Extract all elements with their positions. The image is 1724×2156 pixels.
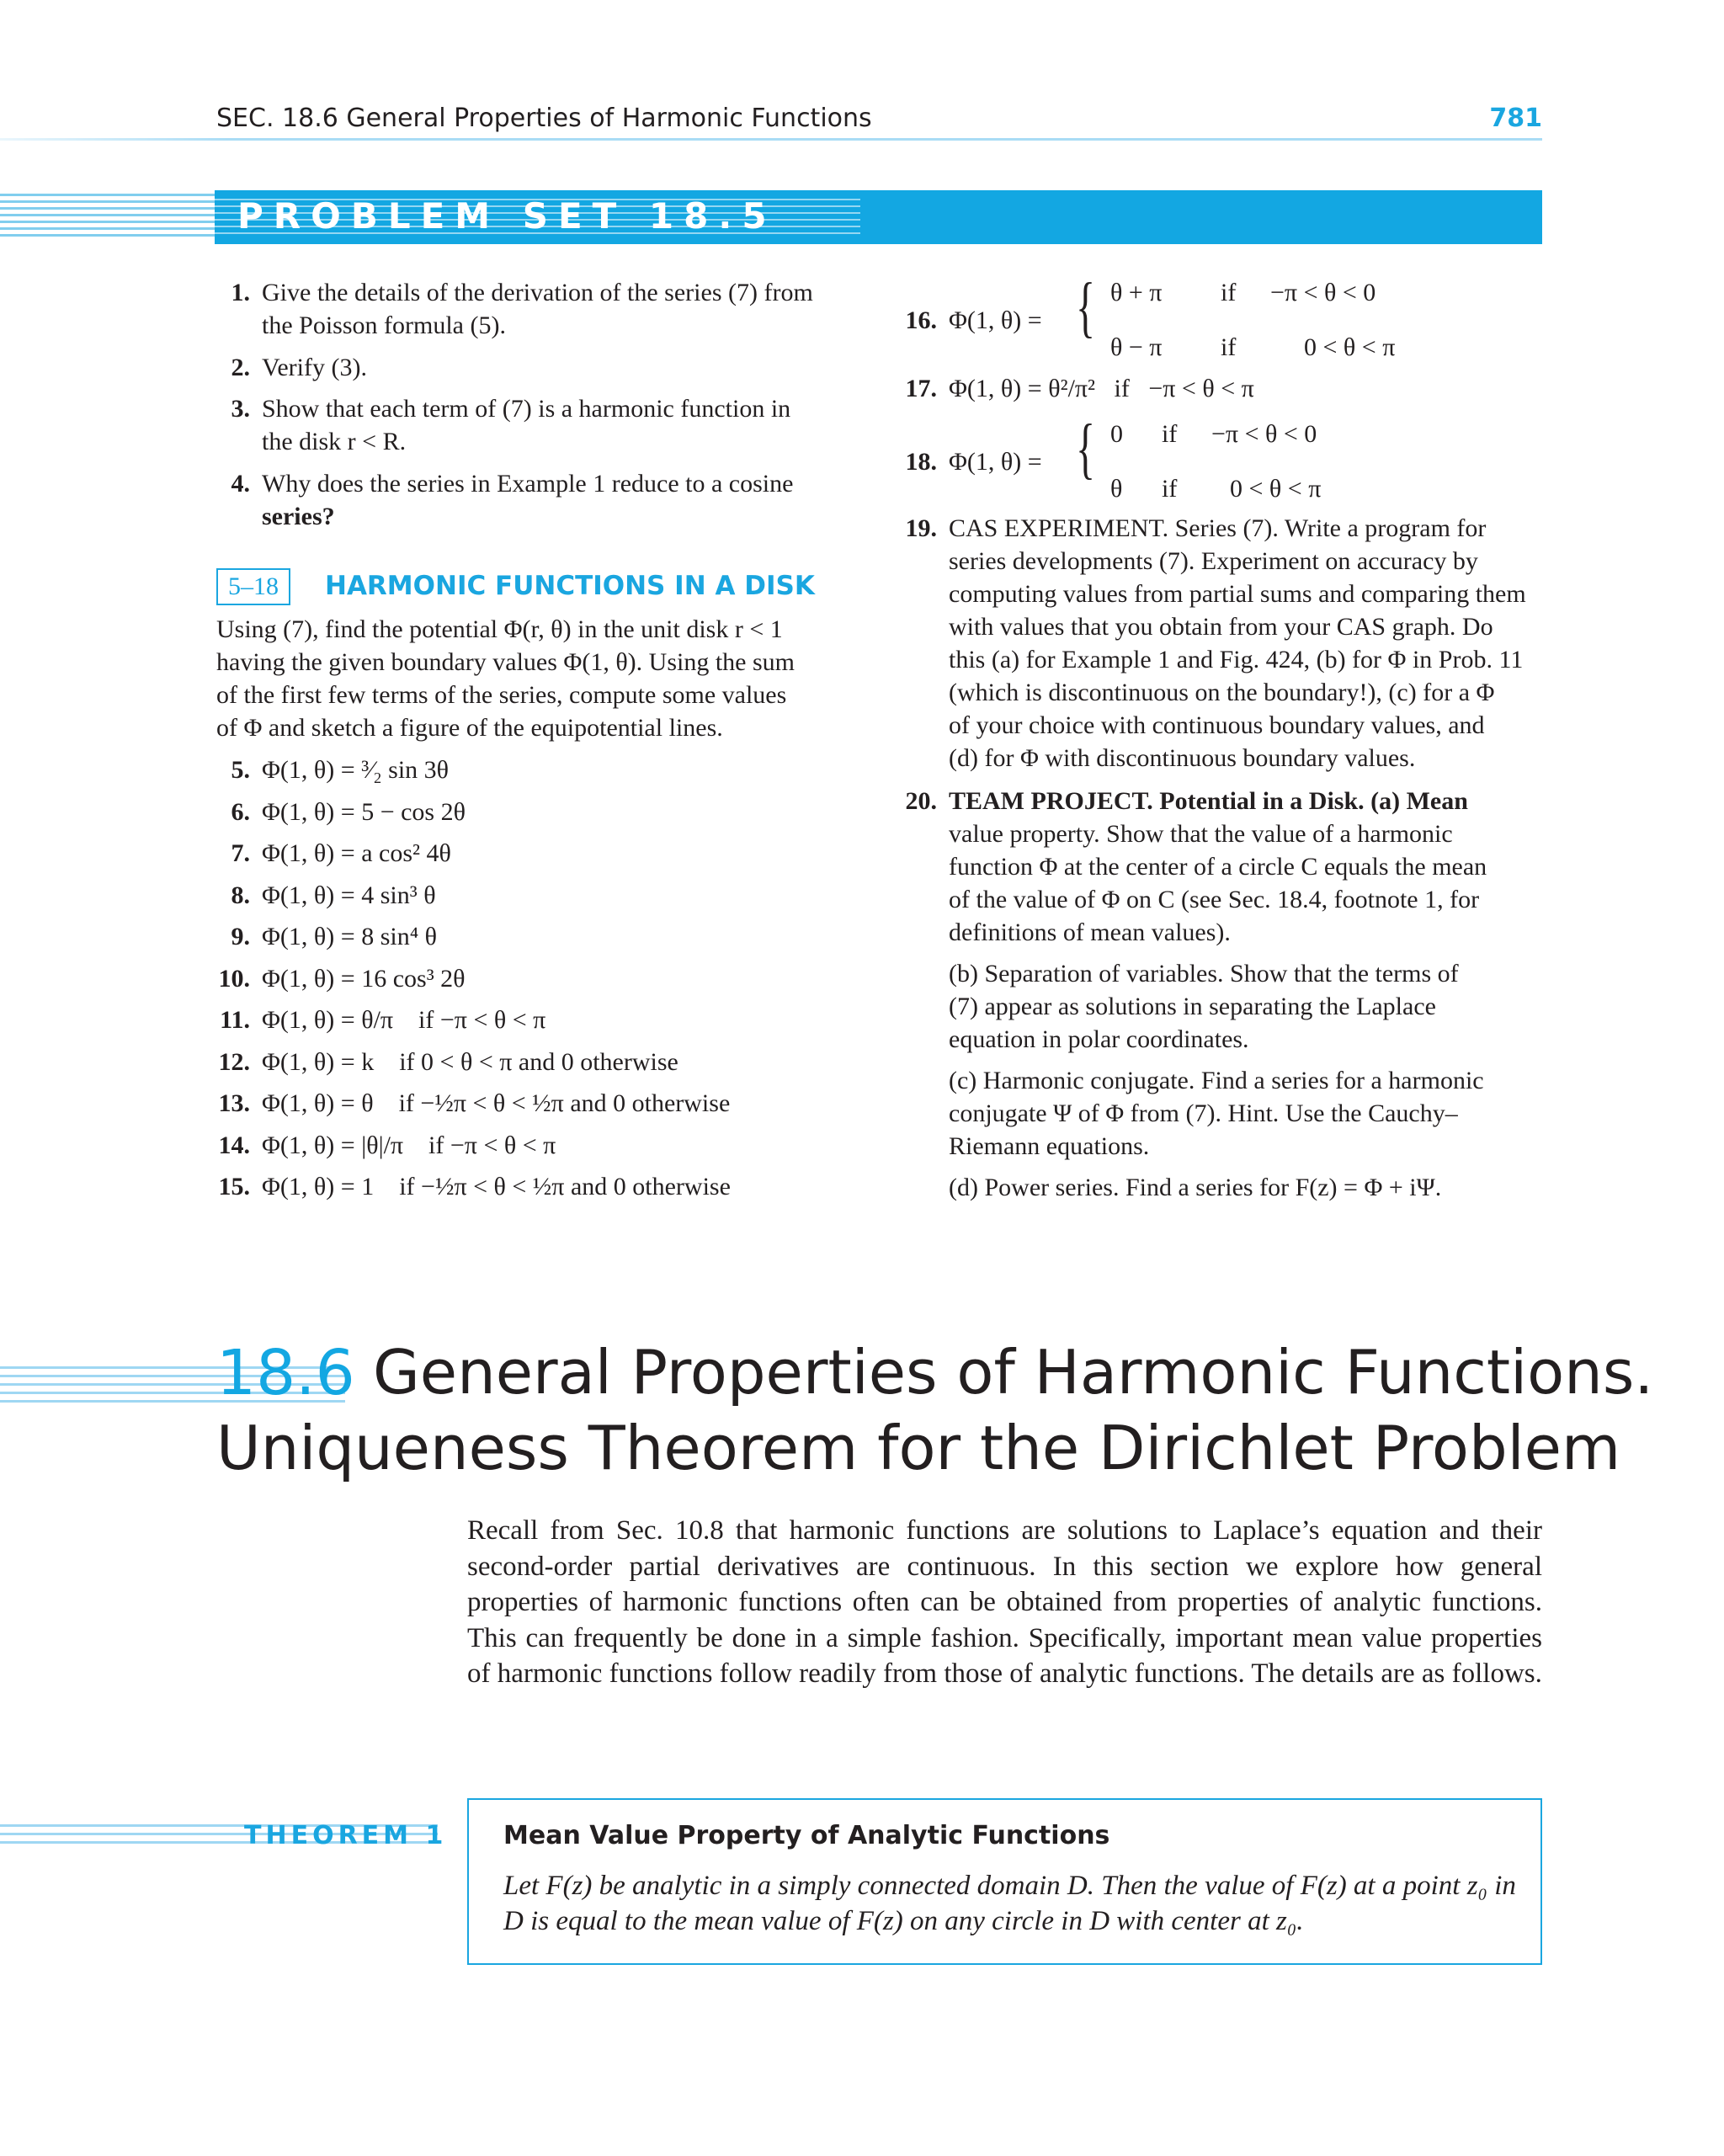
section-number: 18.6 (216, 1337, 355, 1409)
problem-group-range: 5–18 (216, 568, 290, 605)
problem-group-title: HARMONIC FUNCTIONS IN A DISK (325, 571, 815, 601)
page-number: 781 (1489, 104, 1542, 133)
problem-18: 18. Φ(1, θ) = { 0 if −π < θ < 0 θ if 0 < θ < π (905, 412, 1322, 503)
theorem-title: Mean Value Property of Analytic Functions (503, 1821, 1110, 1850)
running-header-section: SEC. 18.6 General Properties of Harmonic Functions (216, 104, 872, 133)
problem-set-title: PROBLEM SET 18.5 (237, 195, 777, 237)
problems-1-4: 1. Give the details of the derivation of the series (7) from the Poisson formula (5). 2. Verify (3). 3. Show that each term of (7) is a harmonic function in the disk r < R. 4. Why does the series in Example 1 reduce to a cosine series? (231, 279, 813, 530)
section-title-line-2: Uniqueness Theorem for the Dirichlet Problem (216, 1413, 1621, 1483)
running-header (216, 104, 1542, 137)
problem-group-intro: Using (7), find the potential Φ(r, θ) in the unit disk r < 1 having the given boundary values Φ(1, θ). Using the sum of the first few terms of the series, compute some values of Φ and sketch a figure of the equipotential lines. (216, 615, 795, 742)
problem-16: 16. Φ(1, θ) = { θ + π if −π < θ < 0 θ − π if 0 < θ < π (905, 270, 1396, 361)
section-title-line-1: General Properties of Harmonic Functions. (373, 1337, 1654, 1408)
problems-5-15: 5. Φ(1, θ) = ³⁄₂ sin 3θ 6. Φ(1, θ) = 5 − cos 2θ 7. Φ(1, θ) = a cos² 4θ 8. Φ(1, θ) = 4 sin³ θ 9. Φ(1, θ) = 8 sin⁴ θ 10. Φ(1, θ) = 16 cos³ 2θ 11. Φ(1, θ) = θ/π if −π < θ < π 12. Φ(1, θ) = k if 0 < θ < π and 0 otherwise 13. Φ(1, θ) = θ if −½π < θ < ½π and 0 otherwise 14. Φ(1, θ) = |θ|/π if −π < θ < π 15. Φ(1, θ) = 1 if −½π < θ < ½π and 0 otherwise (218, 756, 731, 1200)
section-intro-paragraph: Recall from Sec. 10.8 that harmonic functions are solutions to Laplace’s equation and their second-order partial derivatives are continuous. In this section we explore how general properties of harmonic functions often can be obtained from properties of analytic functions. This can frequently be done in a simple fashion. Specifically, important mean value properties of harmonic functions follow readily from those of analytic functions. The details are as follows. (467, 1515, 1542, 1689)
problems-16-20: 16. Φ(1, θ) = { θ + π if −π < θ < 0 θ − π if 0 < θ < π 17. Φ(1, θ) = θ²/π² if −π < θ < π 18. Φ(1, θ) = { 0 if −π < θ < 0 θ if 0 < θ < π 19. CAS EXPERIMENT. Series (7). Write a program for series developments (7). Experiment on accuracy by computing values from partial sums and comparing them with values that you obtain from your CAS graph. Do this (a) for Example 1 and Fig. 424, (b) for Φ in Prob. 11 (which is discontinuous on the boundary!), (c) for a Φ of your choice with continuous boundary values, and (d) for Φ with discontinuous boundary values. 20. TEAM PROJECT. Potential in a Disk. (a) Mean value property. Show that the value of a harmonic function Φ at the center of a circle C equals the mean of the value of Φ on C (see Sec. 18.4, footnote 1, for definitions of mean values). (b) Separation of variables. Show that the terms of (7) appear as solutions in separating the Laplace equation in polar coordinates. (c) Harmonic conjugate. Find a series for a harmonic conjugate Ψ of Φ from (7). Hint. Use the Cauchy– Riemann equations. (d) Power series. Find a series for F(z) = Φ + iΨ. (903, 276, 1543, 1219)
theorem-statement: Let F(z) be analytic in a simply connected domain D. Then the value of F(z) at a point z₀ in D is equal to the mean value of F(z) on any circle in D with center at z₀. (503, 1871, 1516, 1936)
header-rule (0, 138, 1542, 141)
theorem-label: THEOREM 1 (244, 1821, 448, 1850)
